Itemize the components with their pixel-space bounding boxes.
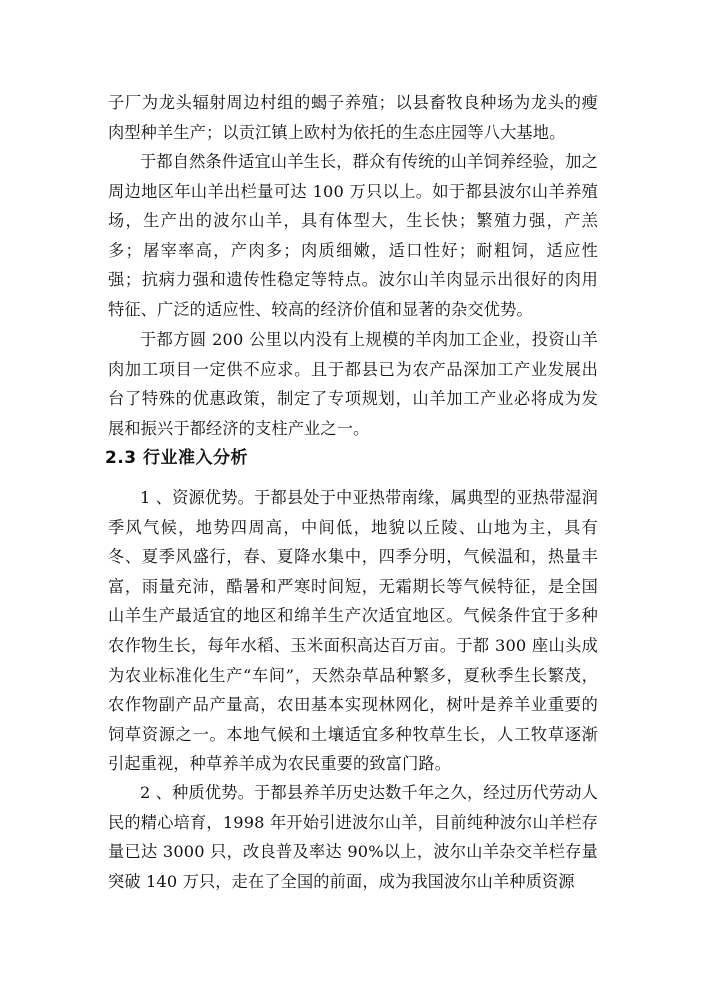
paragraph-breed-advantage: 2 、种质优势。于都县养羊历史达数千年之久，经过历代劳动人民的精心培育，1998 年开始引进波尔山羊，目前纯种波尔山羊栏存量已达 3000 只，改良普及率达 90%以上，波尔山羊杂交羊栏存量突破 140 万只，走在了全国的前面，成为我国波尔山羊种质资源: [108, 783, 598, 891]
paragraph-livestock-bases: 子厂为龙头辐射周边村组的蝎子养殖；以县畜牧良种场为龙头的瘦肉型种羊生产；以贡江镇上欧村为依托的生态庄园等八大基地。: [108, 93, 598, 142]
paragraph-processing-demand: 于都方圆 200 公里以内没有上规模的羊肉加工企业，投资山羊肉加工项目一定供不应求。且于都县已为农产品深加工产业发展出台了特殊的优惠政策，制定了专项规划，山羊加工产业必将成为发展和振兴于都经济的支柱产业之一。: [108, 330, 598, 438]
paragraph-resource-advantage: 1 、资源优势。于都县处于中亚热带南缘，属典型的亚热带湿润季风气候，地势四周高，中间低，地貌以丘陵、山地为主，具有冬、夏季风盛行，春、夏降水集中，四季分明，气候温和，热量丰富，雨量充沛，酷暑和严寒时间短，无霜期长等气候特征，是全国山羊生产最适宜的地区和绵羊生产次适宜地区。气候条件宜于多种农作物生长，每年水稻、玉米面积高达百万亩。于都 300 座山头成为农业标准化生产“车间”，天然杂草品种繁多，夏秋季生长繁茂，农作物副产品产量高，农田基本实现林网化，树叶是养羊业重要的饲草资源之一。本地气候和土壤适宜多种牧草生长，人工牧草逐渐引起重视，种草养羊成为农民重要的致富门路。: [108, 488, 598, 774]
paragraph-goat-conditions: 于都自然条件适宜山羊生长，群众有传统的山羊饲养经验，加之周边地区年山羊出栏量可达 100 万只以上。如于都县波尔山羊养殖场，生产出的波尔山羊，具有体型大，生长快；繁殖力强，产羔多；屠宰率高，产肉多；肉质细嫩，适口性好；耐粗饲，适应性强；抗病力强和遗传性稳定等特点。波尔山羊肉显示出很好的肉用特征、广泛的适应性、较高的经济价值和显著的杂交优势。: [108, 152, 598, 319]
section-heading: 2.3 行业准入分析: [105, 448, 249, 468]
